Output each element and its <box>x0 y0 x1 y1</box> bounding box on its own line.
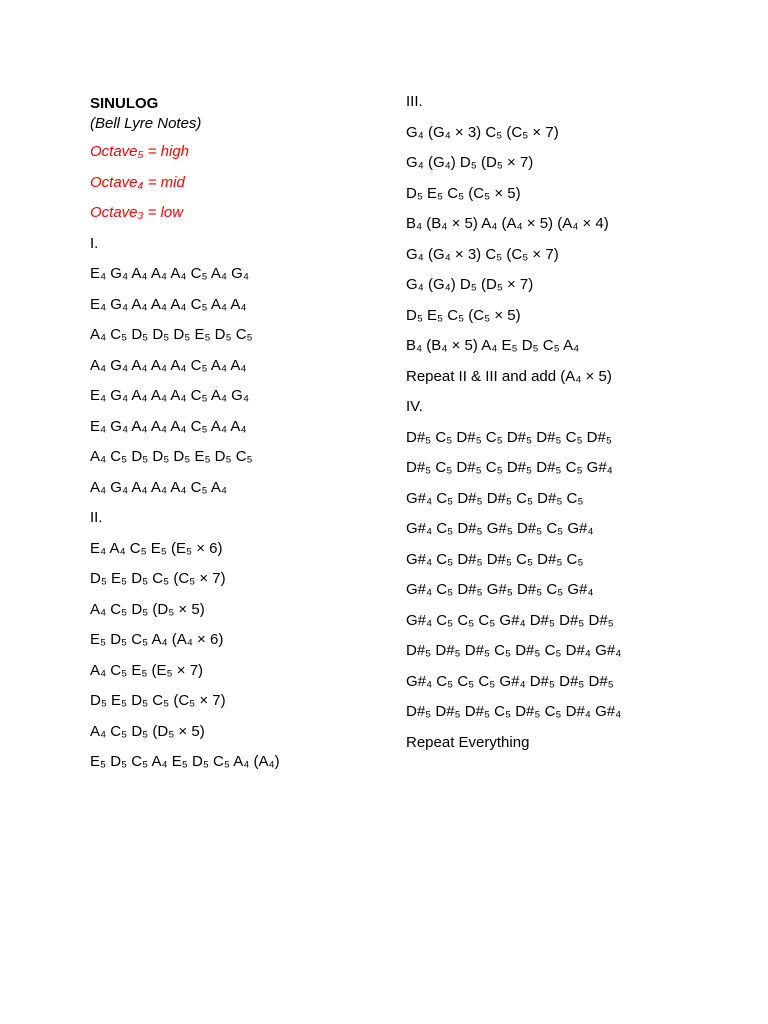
section-heading-iii: III. <box>406 93 423 110</box>
note-line: G#₄ C₅ C₅ C₅ G#₄ D#₅ D#₅ D#₅ <box>406 611 614 629</box>
note-line: A₄ C₅ D₅ D₅ D₅ E₅ D₅ C₅ <box>90 326 253 343</box>
note-line: B₄ (B₄ × 5) A₄ E₅ D₅ C₅ A₄ <box>406 337 580 354</box>
note-line: G#₄ C₅ D#₅ D#₅ C₅ D#₅ C₅ <box>406 550 584 568</box>
note-line: D#₅ D#₅ D#₅ C₅ D#₅ C₅ D#₄ G#₄ <box>406 703 622 720</box>
legend-octave-mid: Octave₄ = mid <box>90 173 185 191</box>
note-line: G#₄ C₅ D#₅ D#₅ C₅ D#₅ C₅ <box>406 489 584 507</box>
note-line: G#₄ C₅ D#₅ G#₅ D#₅ C₅ G#₄ <box>406 581 594 598</box>
note-line: D₅ E₅ C₅ (C₅ × 5) <box>406 184 521 202</box>
note-line: A₄ C₅ D₅ (D₅ × 5) <box>90 722 205 740</box>
note-line: G#₄ C₅ C₅ C₅ G#₄ D#₅ D#₅ D#₅ <box>406 672 614 690</box>
note-line: D#₅ C₅ D#₅ C₅ D#₅ D#₅ C₅ G#₄ <box>406 459 613 476</box>
note-line: D#₅ C₅ D#₅ C₅ D#₅ D#₅ C₅ D#₅ <box>406 428 612 446</box>
note-line: G₄ (G₄) D₅ (D₅ × 7) <box>406 154 534 171</box>
note-line: D₅ E₅ D₅ C₅ (C₅ × 7) <box>90 570 226 587</box>
document-title: SINULOG <box>90 95 159 112</box>
note-line: E₄ G₄ A₄ A₄ A₄ C₅ A₄ A₄ <box>90 417 247 435</box>
note-line: E₅ D₅ C₅ A₄ E₅ D₅ C₅ A₄ (A₄) <box>90 753 280 770</box>
note-line: E₄ G₄ A₄ A₄ A₄ C₅ A₄ G₄ <box>90 387 249 404</box>
note-line: A₄ C₅ D₅ D₅ D₅ E₅ D₅ C₅ <box>90 448 253 465</box>
section-heading-ii: II. <box>90 509 103 526</box>
note-line: G#₄ C₅ D#₅ G#₅ D#₅ C₅ G#₄ <box>406 520 594 537</box>
note-line: G₄ (G₄ × 3) C₅ (C₅ × 7) <box>406 245 559 263</box>
document-subtitle: (Bell Lyre Notes) <box>90 115 202 132</box>
left-column <box>90 90 390 778</box>
note-line: G₄ (G₄ × 3) C₅ (C₅ × 7) <box>406 123 559 141</box>
note-line: A₄ C₅ D₅ (D₅ × 5) <box>90 600 205 618</box>
note-line: E₄ G₄ A₄ A₄ A₄ C₅ A₄ A₄ <box>90 295 247 313</box>
note-line: B₄ (B₄ × 5) A₄ (A₄ × 5) (A₄ × 4) <box>406 215 609 232</box>
note-line: D#₅ D#₅ D#₅ C₅ D#₅ C₅ D#₄ G#₄ <box>406 642 622 659</box>
section-heading-i: I. <box>90 234 99 252</box>
legend-octave-high: Octave₅ = high <box>90 143 190 160</box>
note-line: E₄ G₄ A₄ A₄ A₄ C₅ A₄ G₄ <box>90 265 249 282</box>
section-heading-iv: IV. <box>406 398 423 415</box>
note-line: A₄ G₄ A₄ A₄ A₄ C₅ A₄ <box>90 478 227 496</box>
note-line: A₄ C₅ E₅ (E₅ × 7) <box>90 661 204 679</box>
note-line: D₅ E₅ D₅ C₅ (C₅ × 7) <box>90 692 226 709</box>
legend-octave-low: Octave₃ = low <box>90 204 184 221</box>
repeat-instruction: Repeat II & III and add (A₄ × 5) <box>406 367 612 385</box>
repeat-everything-instruction: Repeat Everything <box>406 733 530 751</box>
right-column <box>406 90 736 758</box>
note-line: A₄ G₄ A₄ A₄ A₄ C₅ A₄ A₄ <box>90 356 247 374</box>
note-line: G₄ (G₄) D₅ (D₅ × 7) <box>406 276 534 293</box>
note-line: E₅ D₅ C₅ A₄ (A₄ × 6) <box>90 631 224 648</box>
note-line: D₅ E₅ C₅ (C₅ × 5) <box>406 306 521 324</box>
note-line: E₄ A₄ C₅ E₅ (E₅ × 6) <box>90 539 223 557</box>
